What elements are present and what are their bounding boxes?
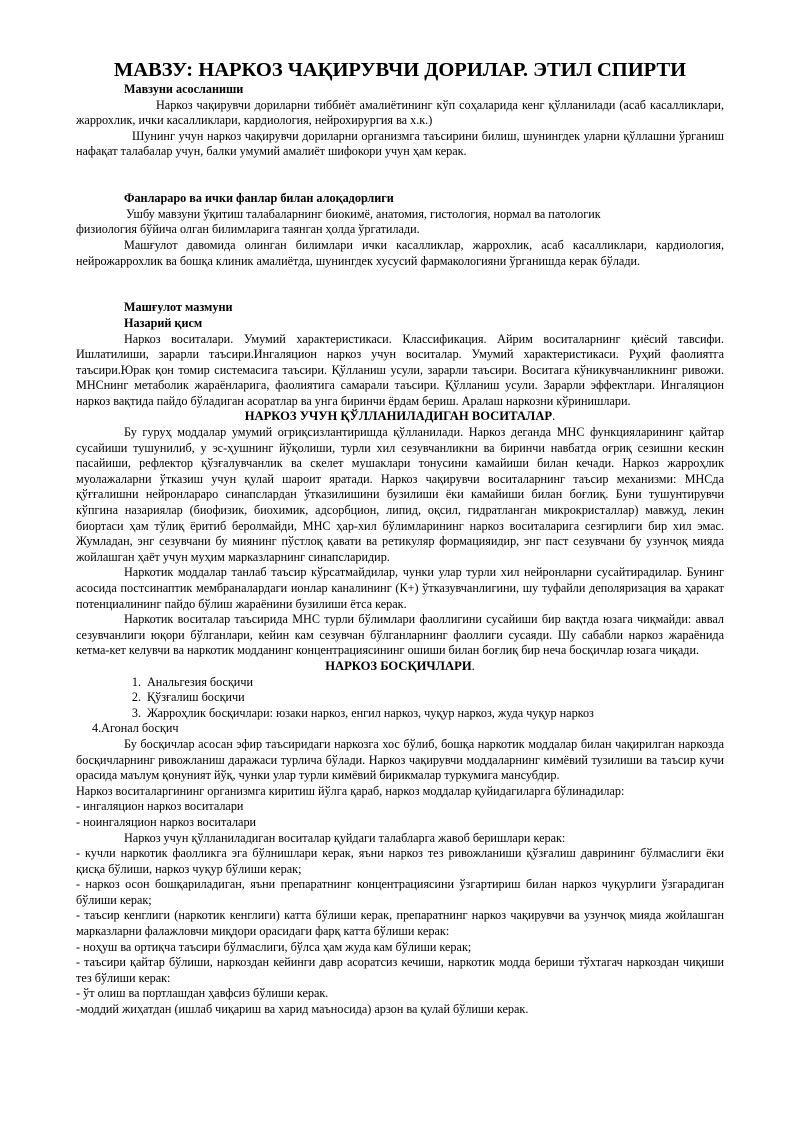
section-heading-stages xyxy=(76,659,724,675)
section-heading-rationale: Мавзуни асосланиши xyxy=(124,82,244,96)
heading-text: НАРКОЗ УЧУН ҚЎЛЛАНИЛАДИГАН ВОСИТАЛАР xyxy=(244,409,553,424)
list-number: 2. xyxy=(131,690,141,705)
list-item xyxy=(124,706,724,722)
requirement-line: - ўт олиш ва портлашдан ҳавфсиз бўлиши керак. xyxy=(76,986,329,1001)
list-text: Жарроҳлик босқичлари: юзаки наркоз, енгил наркоз, чуқур наркоз, жуда чуқур наркоз xyxy=(147,705,594,720)
section-subheading-theory: Назарий қисм xyxy=(124,315,203,330)
stages-list xyxy=(76,675,724,722)
requirement-line: - кучли наркотик фаолликга эга бўлнишлари керак, яъни наркоз тез ривожланиши қўзғалиш даврининг бўлмаслиги ёки қисқа бўлиши, наркоз чуқур бўлиши керак; xyxy=(76,846,724,876)
paragraph: Ушбу мавзуни ўқитиш талабаларнинг биокимё, анатомия, гистология, нормал ва патологик xyxy=(126,206,601,221)
list-line: - ингаляцион наркоз воситалари xyxy=(76,799,244,814)
paragraph: Наркотик воситалар таъсирида МНС турли бўлимлари фаоллигини сусайиши бир вақтда юзага чиқмайди: аввал сезувчанлиги юқори бўлганлари, кейин кам сезувчан бўлганларнинг фаоллиги сусаяди. Шу сабабли наркоз жараёнида кетма-кет келувчи ва наркотик модданинг концентрациясининг ошиши билан боғлиқ бир неча босқичлар юзага чиқади. xyxy=(76,612,724,658)
heading-dot: . xyxy=(471,658,475,673)
requirement-line: - наркоз осон бошқариладиган, яъни препаратнинг концентрациясини ўзгартириш билан наркоз чуқурлиги ўзгарадиган бўлиши керак; xyxy=(76,877,724,907)
list-item xyxy=(124,675,724,691)
list-text: Қўзғалиш босқичи xyxy=(147,690,245,705)
paragraph: Наркоз воситалари. Умумий характеристикаси. Классификация. Айрим воситаларнинг қиёсий тавсифи. Ишлатилиши, зарарли таъсири.Ингаляцион наркоз учун воситалар. Умумий характеристикаси. Руҳий фаолиятга таъсири.Юрак қон томир системасига таъсири. Қўлланиш усули, зарарли таъсири. Воситага кўникувчанликнинг ривожи. МНСнинг метаболик жараёнларига, фаолиятига самарали таъсири. Қўлланиш усули. Зарарли эффектлари. Ингаляцион наркоз вақтида пайдо бўладиган асоратлар ва унга биринчи ёрдам бериш. Аралаш наркозни кўринишлари. xyxy=(76,331,724,408)
list-item: 4.Агонал босқич xyxy=(92,721,179,736)
list-line: - ноингаляцион наркоз воситалари xyxy=(76,814,257,829)
requirement-line: - таъсири қайтар бўлиши, наркоздан кейинги давр асоратсиз кечиши, наркотик модда бериши тўхтагач наркоздан чиқиши тез бўлиши керак: xyxy=(76,955,724,985)
paragraph: Машғулот давомида олинган билимлари ички касалликлар, жаррохлик, асаб касалликлари, кардиология, нейрожаррохлик ва бошқа клиник амалиётда, шунингдек хусусий фармакологияни ўрганишда керак бўлади. xyxy=(76,237,724,268)
page-title: МАВЗУ: НАРКОЗ ЧАҚИРУВЧИ ДОРИЛАР. ЭТИЛ СПИРТИ xyxy=(113,59,687,81)
requirement-line: - таъсир кенглиги (наркотик кенглиги) катта бўлиши керак, препаратнинг наркоз чақирувчи ва узунчоқ мияда жойлашган марказларни фалажловчи миқдори орасидаги фарқ катта бўлиши керак: xyxy=(76,908,724,939)
paragraph: Бу гуруҳ моддалар умумий огриқсизлантиришда қўлланилади. Наркоз деганда МНС функцияларининг қайтар сусайиши тушунилиб, у эс-ҳушнинг йўқолиши, турли хил сезувчанликни ва биринчи навбатда оғриқ сезишни кескин пасайиши, рефлектор қўзғалувчанлик ва скелет мушаклари тонусини камайиши билан кечади. Наркоз жарроҳлик муолажаларни ўтказиш учун қулай шароит яратади. Наркоз чақирувчи воситаларнинг таъсир механизми: МНСда қўғғалишни нейронлараро синапслардан ўтказилишини бузилиши ёки камайиши билан боғлиқ. Буни тушунтирувчи кўпгина назариялар (биофизик, биохимик, адсорбцион, липид, оқсил, гидратланган микрокристаллар) мавжуд, лекин биортаси ҳам тўлиқ ёритиб беролмайди, МНС ҳар-хил бўлимларининг наркоз воситаларига сезгирлиги бир хил эмас. Жумладан, энг сезувчани бу миянинг пўстлоқ қавати ва ретикуляр формацияидир, энг паст сезувчани бу узунчоқ мияда жойлашган ҳаёт учун муҳим марказларнинг синапсларидир. xyxy=(76,425,724,564)
heading-text: НАРКОЗ БОСҚИЧЛАРИ xyxy=(325,658,472,673)
section-heading-agents xyxy=(76,409,724,425)
paragraph: Наркоз воситаларгининг организмга киритиш йўлга қараб, наркоз моддалар қуйидагиларга бўлинадилар: xyxy=(76,783,625,798)
requirement-line: - ноҳуш ва ортиқча таъсири бўлмаслиги, бўлса ҳам жуда кам бўлиши керак; xyxy=(76,939,472,954)
requirement-line: -моддий жиҳатдан (ишлаб чиқариш ва харид маъносида) арзон ва қулай бўлиши керак. xyxy=(76,1002,529,1017)
list-number: 3. xyxy=(131,705,141,720)
section-heading-interdisciplinary: Фанлараро ва ички фанлар билан алоқадорлиги xyxy=(124,191,394,206)
paragraph: физиология бўйича олган билимларига таянган ҳолда ўргатилади. xyxy=(76,222,420,237)
paragraph: Наркотик моддалар танлаб таъсир кўрсатмайдилар, чунки улар турли хил нейронларни сусайтирадилар. Бунинг асосида постсинаптик мембраналардаги ионлар каналининг (К+) ўтказувчанлигини, шу туфайли деполяризация ва ҳаракат потенциалининг пайдо бўлиш жараёнини бузилиши ётса керак. xyxy=(76,565,724,611)
paragraph: Наркоз чақирувчи дориларни тиббиёт амалиётининг кўп соҳаларида кенг қўлланилади (асаб касалликлари, жаррохлик, ички касалликлари, кардиология, нейрохирургия ва х.к.) xyxy=(76,97,724,128)
list-text: Анальгезия босқичи xyxy=(147,674,253,689)
paragraph: Шунинг учун наркоз чақирувчи дориларни организмга таъсирини билиш, шунингдек уларни қўллашни ўрганиш нафақат талабалар учун, балки умумий амалиёт шифокори учун ҳам керак. xyxy=(76,128,724,159)
paragraph: Бу босқичлар асосан эфир таъсиридаги наркозга хос бўлиб, бошқа наркотик моддалар билан чақирилган наркозда босқичларнинг ривожланиш даражаси турлича бўлади. Наркоз чақирувчи моддаларнинг кимёвий тузилиши ва таъсир кучи орасида маълум қонуният йўқ, чунки улар турли кимёвий бирикмалар туркумига мансубдир. xyxy=(76,736,724,783)
section-heading-content: Машғулот мазмуни xyxy=(124,300,233,315)
list-item xyxy=(124,690,724,706)
heading-dot: . xyxy=(552,409,556,424)
list-number: 1. xyxy=(131,674,141,689)
paragraph: Наркоз учун қўлланиладиган воситалар қуйдаги талабларга жавоб беришлари керак: xyxy=(124,830,566,845)
